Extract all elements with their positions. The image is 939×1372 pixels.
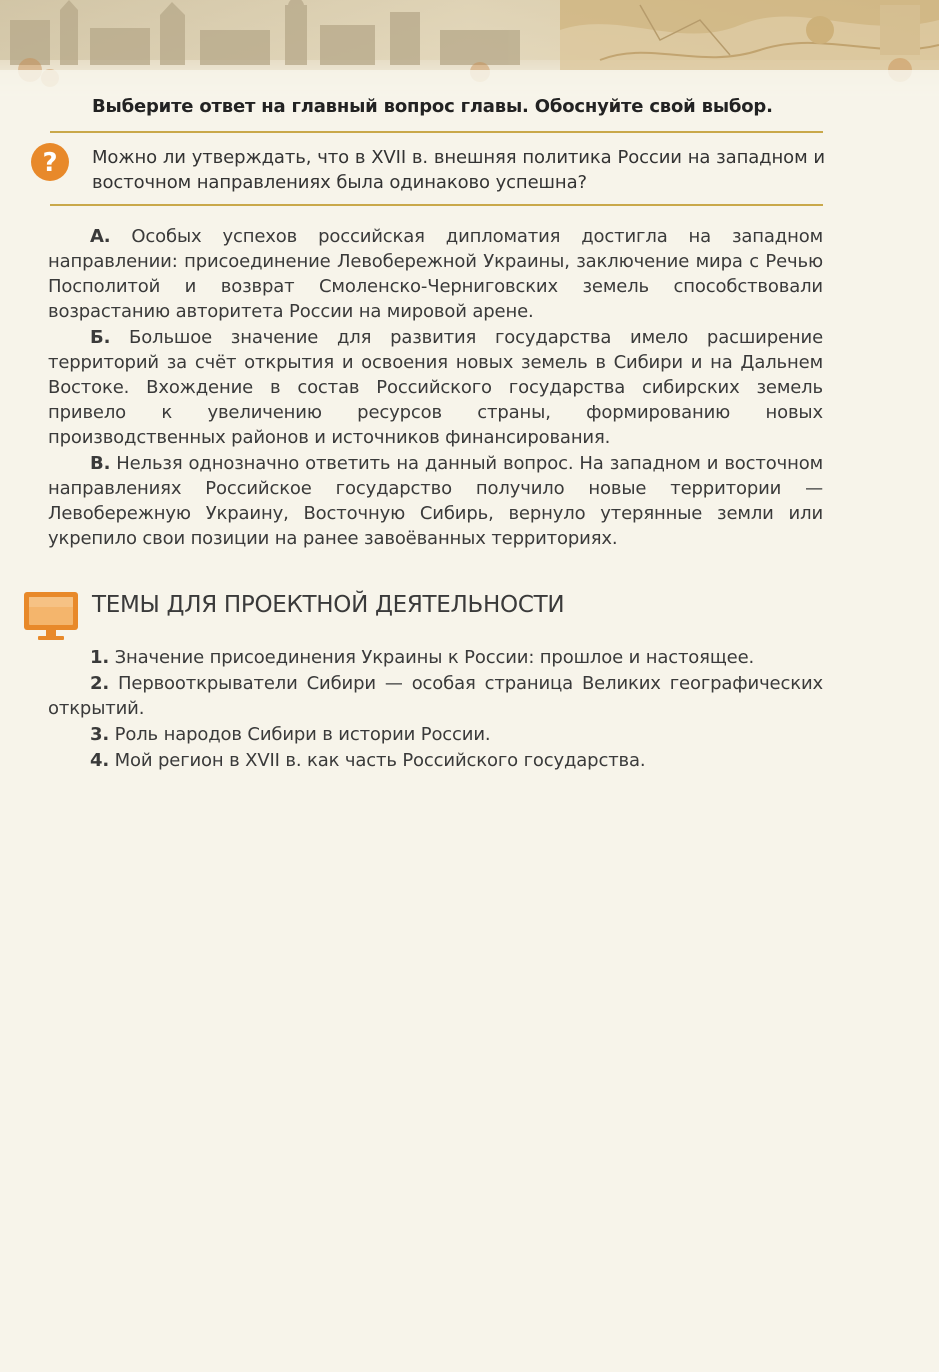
item-number: 2. [90,673,110,694]
divider-bottom [50,204,823,206]
header-illustration [0,0,939,96]
item-number: 3. [90,724,110,745]
answer-key: В. [90,453,111,474]
divider-top [50,131,823,133]
answer-text: Нельзя однозначно ответить на данный вопрос. На западном и восточном направлениях Российское государство получило новые территории — Левобережную Украину, Восточную Сибирь, вернуло утерянные земли или укрепило свои позиции на ранее завоёванных территориях. [48,453,823,549]
item-number: 1. [90,647,110,668]
question-mark-icon [30,142,70,182]
item-number: 4. [90,750,110,771]
item-text: Мой регион в XVII в. как часть Российского государства. [109,750,646,771]
answer-option [48,224,823,324]
header-illustration-art [0,0,939,96]
answer-key: А. [90,226,111,247]
answer-text: Большое значение для развития государства имело расширение территорий за счёт открытия и освоения новых земель в Сибири и на Дальнем Востоке. Вхождение в состав Российского государства сибирских земель привело к увеличению ресурсов страны, формированию новых производственных районов и источников финансирования. [48,327,823,448]
item-text: Роль народов Сибири в истории России. [109,724,491,745]
list-item [48,748,823,773]
list-item [48,671,823,721]
answer-text: Особых успехов российская дипломатия достигла на западном направлении: присоединение Левобережной Украины, заключение мира с Речью Посполитой и возврат Смоленско-Черниговских земель способствовали возрастанию авторитета России на мировой арене. [48,226,823,322]
list-item [48,645,823,670]
answer-option [48,325,823,450]
svg-text:?: ? [42,148,58,178]
chapter-question: Можно ли утверждать, что в XVII в. внешняя политика России на западном и восточном направлениях была одинаково успешна? [92,147,825,193]
item-text: Значение присоединения Украины к России: прошлое и настоящее. [109,647,755,668]
main-question-prompt: Выберите ответ на главный вопрос главы. Обоснуйте свой выбор. [92,96,773,117]
answer-options [48,224,823,552]
monitor-icon [22,590,82,642]
projects-heading: ТЕМЫ ДЛЯ ПРОЕКТНОЙ ДЕЯТЕЛЬНОСТИ [92,592,565,618]
answer-key: Б. [90,327,111,348]
project-topics-list [48,645,823,774]
list-item [48,722,823,747]
answer-option [48,451,823,551]
item-text: Первооткрыватели Сибири — особая страница Великих географических открытий. [48,673,823,719]
